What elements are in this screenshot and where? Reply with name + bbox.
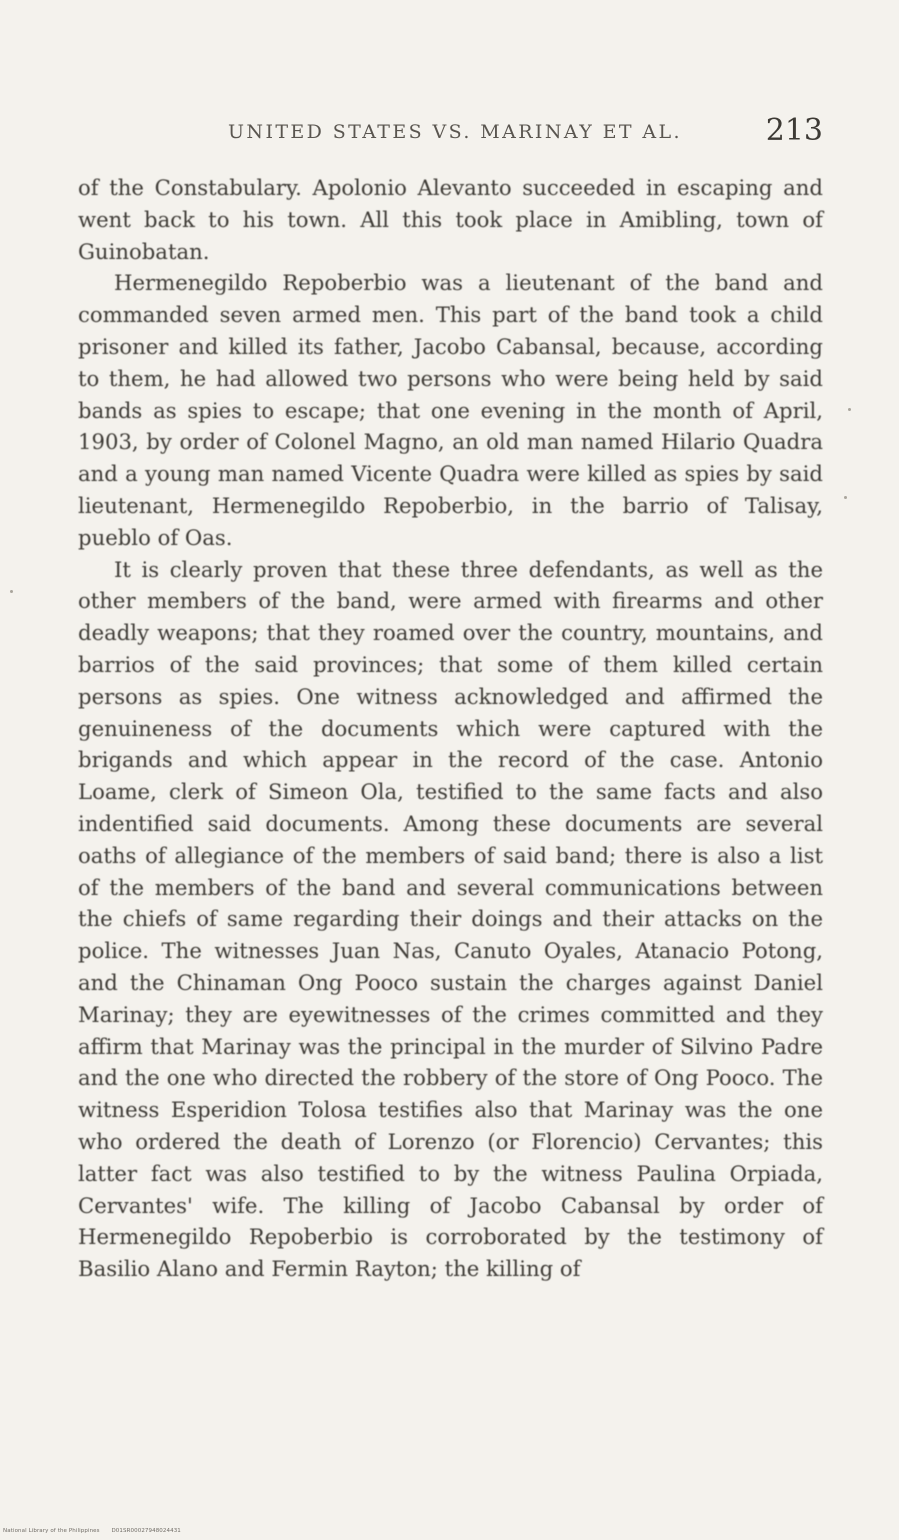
scan-speck: [848, 408, 851, 411]
body-text: [78, 172, 823, 1285]
paragraph-repoberbio: Hermenegildo Repoberbio was a lieutenant of the band and commanded seven armed men. This part of the band took a child prisoner and killed its father, Jacobo Cabansal, because, according to them, he had allowed two persons who were being held by said bands as spies to escape; that one evening in the month of April, 1903, by order of Colonel Magno, an old man named Hilario Quadra and a young man named Vicente Quadra were killed as spies by said lieutenant, Hermenegildo Repoberbio, in the barrio of Talisay, pueblo of Oas.: [78, 270, 823, 550]
paragraph-evidence: It is clearly proven that these three defendants, as well as the other members of the band, were armed with firearms and other deadly weapons; that they roamed over the country, mountains, and barrios of the said provinces; that some of them killed certain persons as spies. One witness acknowledged and affirmed the genuineness of the documents which were captured with the brigands and which appear in the record of the case. Antonio Loame, clerk of Simeon Ola, testified to the same facts and also indentified said documents. Among these documents are several oaths of allegiance of the members of said band; there is also a list of the members of the band and several communications between the chiefs of same regarding their doings and their attacks on the police. The witnesses Juan Nas, Canuto Oyales, Atanacio Potong, and the Chinaman Ong Pooco sustain the charges against Daniel Marinay; they are eyewitnesses of the crimes committed and they affirm that Marinay was the principal in the murder of Silvino Padre and the one who directed the robbery of the store of Ong Pooco. The witness Esperidion Tolosa testifies also that Marinay was the one who ordered the death of Lorenzo (or Florencio) Cervantes; this latter fact was also testified to by the witness Paulina Orpiada, Cervantes' wife. The killing of Jacobo Cabansal by order of Hermenegildo Repoberbio is corroborated by the testimony of Basilio Alano and Fermin Rayton; the killing of: [78, 556, 823, 1282]
page-number: 213: [765, 113, 823, 148]
footer-identifier: D01SR00027948024431: [111, 1528, 181, 1534]
footer-library: National Library of the Philippines: [3, 1528, 100, 1534]
scan-speck: [844, 496, 847, 499]
paragraph-continued: of the Constabulary. Apolonio Alevanto succeeded in escaping and went back to his town. All this took place in Amibling, town of Guinobatan.: [78, 175, 823, 264]
page-header: [78, 113, 823, 153]
scan-footer: [3, 1528, 191, 1534]
running-title: UNITED STATES VS. MARINAY ET AL.: [228, 121, 682, 143]
scan-speck: [10, 590, 13, 593]
